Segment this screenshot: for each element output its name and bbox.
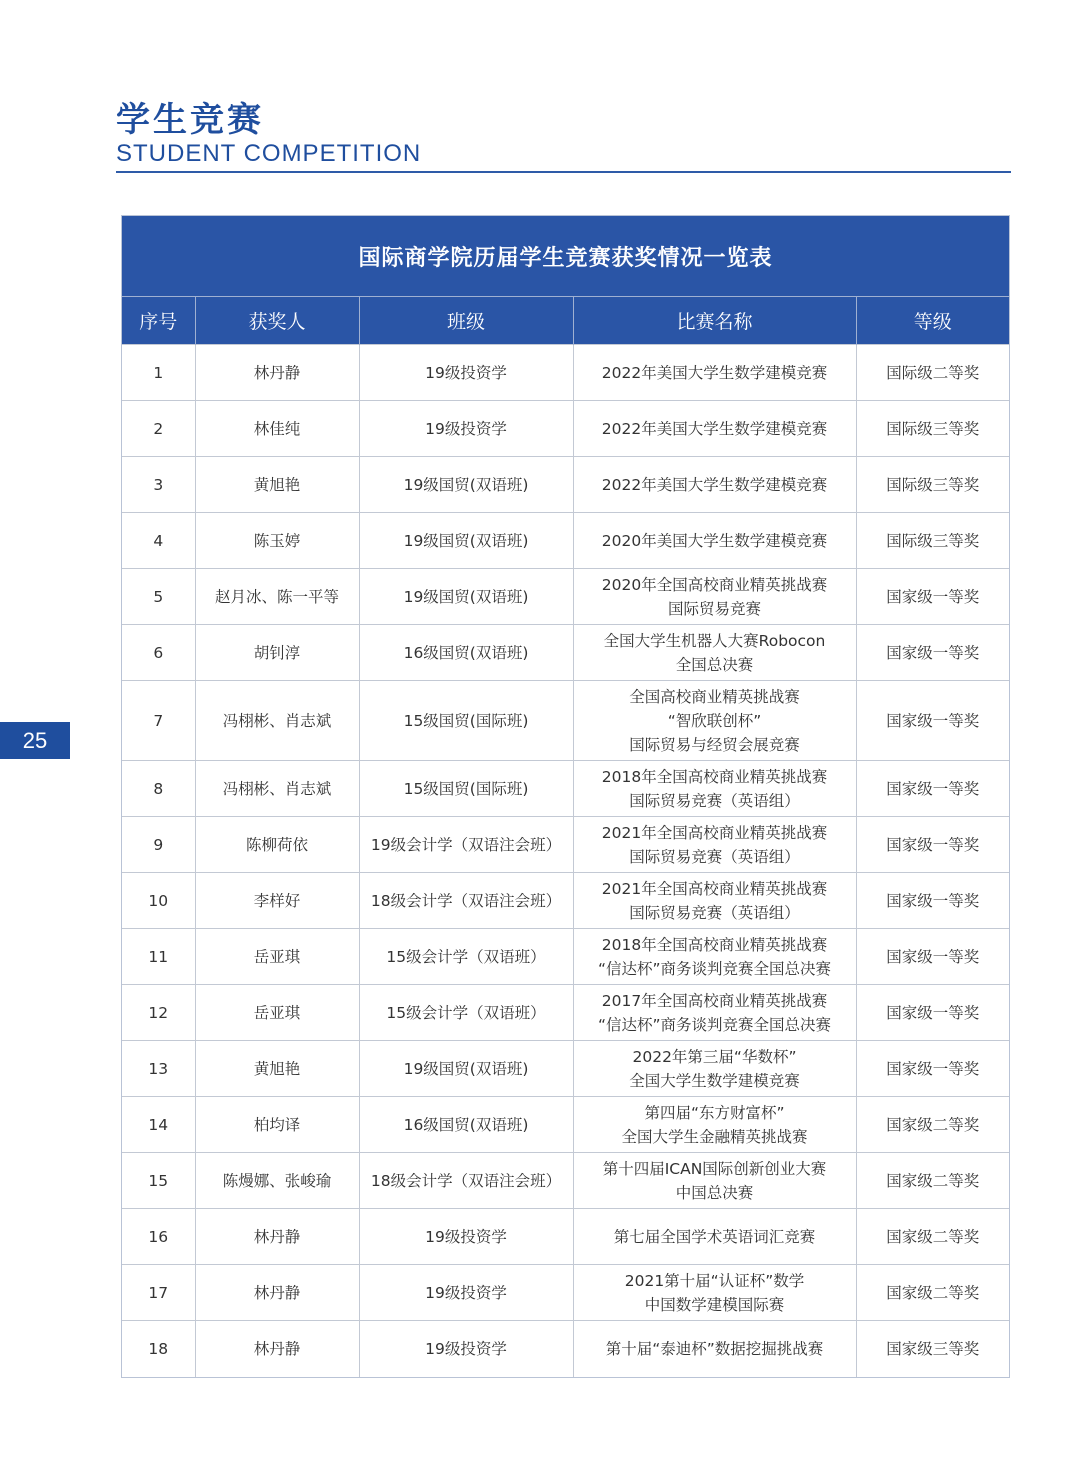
table-row [122, 929, 1009, 985]
competition-line: 第十四届ICAN国际创新创业大赛 [602, 1159, 827, 1178]
cell-no: 7 [122, 681, 195, 761]
cell-winner: 林丹静 [195, 1321, 359, 1377]
competition-line: 2022年美国大学生数学建模竞赛 [601, 419, 828, 438]
cell-competition [573, 1209, 856, 1265]
cell-no: 11 [122, 929, 195, 985]
cell-winner: 冯栩彬、肖志斌 [195, 681, 359, 761]
cell-winner: 岳亚琪 [195, 985, 359, 1041]
cell-competition [573, 873, 856, 929]
cell-winner: 柏均译 [195, 1097, 359, 1153]
cell-no: 3 [122, 457, 195, 513]
table-row [122, 681, 1009, 761]
page-title: 学生竞赛 [116, 100, 264, 140]
page-number-badge: 25 [0, 722, 70, 759]
cell-class: 19级国贸(双语班) [359, 457, 573, 513]
cell-level: 国家级三等奖 [856, 1321, 1009, 1377]
cell-class: 16级国贸(双语班) [359, 625, 573, 681]
cell-class: 19级国贸(双语班) [359, 1041, 573, 1097]
cell-winner: 林佳纯 [195, 401, 359, 457]
cell-winner: 陈玉婷 [195, 513, 359, 569]
table-row [122, 1041, 1009, 1097]
cell-no: 13 [122, 1041, 195, 1097]
competition-line: 第十届“泰迪杯”数据挖掘挑战赛 [605, 1339, 824, 1358]
competition-line: 中国数学建模国际赛 [644, 1295, 785, 1314]
cell-no: 1 [122, 345, 195, 401]
table-row [122, 873, 1009, 929]
cell-level: 国家级一等奖 [856, 929, 1009, 985]
awards-table-container [121, 215, 1010, 1378]
cell-level: 国家级二等奖 [856, 1209, 1009, 1265]
competition-line: 2020年美国大学生数学建模竞赛 [601, 531, 828, 550]
cell-level: 国家级一等奖 [856, 625, 1009, 681]
cell-class: 19级投资学 [359, 345, 573, 401]
table-row [122, 457, 1009, 513]
cell-winner: 林丹静 [195, 1265, 359, 1321]
cell-competition [573, 345, 856, 401]
competition-line: 国际贸易竞赛（英语组） [629, 847, 800, 866]
table-row [122, 1153, 1009, 1209]
table-row [122, 1265, 1009, 1321]
page-subtitle: STUDENT COMPETITION [116, 140, 422, 167]
cell-class: 19级国贸(双语班) [359, 569, 573, 625]
cell-competition [573, 1097, 856, 1153]
competition-line: “信达杯”商务谈判竞赛全国总决赛 [597, 959, 832, 978]
cell-level: 国家级一等奖 [856, 873, 1009, 929]
competition-line: 2018年全国高校商业精英挑战赛 [601, 767, 828, 786]
cell-class: 15级国贸(国际班) [359, 681, 573, 761]
cell-no: 14 [122, 1097, 195, 1153]
cell-level: 国家级一等奖 [856, 817, 1009, 873]
cell-class: 15级会计学（双语班） [359, 929, 573, 985]
table-title: 国际商学院历届学生竞赛获奖情况一览表 [122, 216, 1009, 297]
cell-class: 16级国贸(双语班) [359, 1097, 573, 1153]
cell-class: 15级国贸(国际班) [359, 761, 573, 817]
competition-line: 2020年全国高校商业精英挑战赛 [601, 575, 828, 594]
table-row [122, 985, 1009, 1041]
competition-line: 全国大学生金融精英挑战赛 [621, 1127, 808, 1146]
competition-line: 第七届全国学术英语词汇竞赛 [613, 1227, 816, 1246]
competition-line: 国际贸易竞赛 [667, 599, 761, 618]
cell-competition [573, 761, 856, 817]
cell-winner: 陈柳荷依 [195, 817, 359, 873]
competition-line: “智欣联创杯” [667, 711, 762, 730]
cell-competition [573, 1265, 856, 1321]
cell-no: 6 [122, 625, 195, 681]
column-header-class: 班级 [359, 297, 573, 345]
cell-level: 国家级一等奖 [856, 761, 1009, 817]
cell-winner: 黄旭艳 [195, 457, 359, 513]
cell-no: 15 [122, 1153, 195, 1209]
cell-no: 18 [122, 1321, 195, 1377]
table-row [122, 817, 1009, 873]
cell-level: 国际级二等奖 [856, 345, 1009, 401]
cell-class: 19级投资学 [359, 1265, 573, 1321]
cell-no: 16 [122, 1209, 195, 1265]
cell-competition [573, 817, 856, 873]
column-header-no: 序号 [122, 297, 195, 345]
cell-class: 19级投资学 [359, 1209, 573, 1265]
cell-level: 国家级一等奖 [856, 569, 1009, 625]
cell-class: 15级会计学（双语班） [359, 985, 573, 1041]
cell-no: 2 [122, 401, 195, 457]
table-row [122, 513, 1009, 569]
competition-line: 2017年全国高校商业精英挑战赛 [601, 991, 828, 1010]
cell-competition [573, 929, 856, 985]
table-body [122, 345, 1009, 1377]
cell-class: 18级会计学（双语注会班） [359, 1153, 573, 1209]
cell-winner: 陈熳娜、张峻瑜 [195, 1153, 359, 1209]
cell-class: 18级会计学（双语注会班） [359, 873, 573, 929]
cell-level: 国家级二等奖 [856, 1097, 1009, 1153]
cell-competition [573, 1153, 856, 1209]
cell-competition [573, 401, 856, 457]
cell-competition [573, 1041, 856, 1097]
competition-line: 全国总决赛 [675, 655, 754, 674]
cell-winner: 冯栩彬、肖志斌 [195, 761, 359, 817]
cell-competition [573, 569, 856, 625]
column-header-competition: 比赛名称 [573, 297, 856, 345]
competition-line: 第四届“东方财富杯” [644, 1103, 785, 1122]
cell-winner: 黄旭艳 [195, 1041, 359, 1097]
cell-competition [573, 625, 856, 681]
cell-competition [573, 457, 856, 513]
table-row [122, 345, 1009, 401]
competition-line: 2021年全国高校商业精英挑战赛 [601, 823, 828, 842]
cell-winner: 李样好 [195, 873, 359, 929]
competition-line: 中国总决赛 [675, 1183, 754, 1202]
cell-class: 19级会计学（双语注会班） [359, 817, 573, 873]
awards-table [122, 297, 1009, 1377]
competition-line: 2022年美国大学生数学建模竞赛 [601, 475, 828, 494]
cell-winner: 岳亚琪 [195, 929, 359, 985]
cell-no: 9 [122, 817, 195, 873]
cell-class: 19级国贸(双语班) [359, 513, 573, 569]
table-row [122, 1209, 1009, 1265]
competition-line: 2021第十届“认证杯”数学 [624, 1271, 805, 1290]
cell-no: 4 [122, 513, 195, 569]
competition-line: 2022年第三届“华数杯” [632, 1047, 797, 1066]
table-row [122, 625, 1009, 681]
cell-level: 国际级三等奖 [856, 513, 1009, 569]
table-row [122, 1321, 1009, 1377]
table-header-row [122, 297, 1009, 345]
cell-no: 10 [122, 873, 195, 929]
cell-competition [573, 1321, 856, 1377]
cell-winner: 林丹静 [195, 1209, 359, 1265]
competition-line: 国际贸易与经贸会展竞赛 [629, 735, 800, 754]
cell-level: 国家级一等奖 [856, 681, 1009, 761]
cell-level: 国家级二等奖 [856, 1265, 1009, 1321]
cell-winner: 胡钊淳 [195, 625, 359, 681]
cell-no: 5 [122, 569, 195, 625]
competition-line: 全国高校商业精英挑战赛 [629, 687, 800, 706]
cell-level: 国家级一等奖 [856, 985, 1009, 1041]
table-row [122, 401, 1009, 457]
cell-level: 国际级三等奖 [856, 401, 1009, 457]
competition-line: 2022年美国大学生数学建模竞赛 [601, 363, 828, 382]
competition-line: 国际贸易竞赛（英语组） [629, 791, 800, 810]
table-row [122, 569, 1009, 625]
cell-competition [573, 513, 856, 569]
cell-no: 8 [122, 761, 195, 817]
competition-line: “信达杯”商务谈判竞赛全国总决赛 [597, 1015, 832, 1034]
competition-line: 国际贸易竞赛（英语组） [629, 903, 800, 922]
table-row [122, 1097, 1009, 1153]
cell-winner: 林丹静 [195, 345, 359, 401]
competition-line: 2018年全国高校商业精英挑战赛 [601, 935, 828, 954]
table-row [122, 761, 1009, 817]
cell-competition [573, 985, 856, 1041]
cell-level: 国家级二等奖 [856, 1153, 1009, 1209]
cell-level: 国家级一等奖 [856, 1041, 1009, 1097]
competition-line: 全国大学生数学建模竞赛 [629, 1071, 800, 1090]
cell-competition [573, 681, 856, 761]
column-header-level: 等级 [856, 297, 1009, 345]
cell-level: 国际级三等奖 [856, 457, 1009, 513]
column-header-winner: 获奖人 [195, 297, 359, 345]
cell-no: 12 [122, 985, 195, 1041]
cell-class: 19级投资学 [359, 401, 573, 457]
competition-line: 2021年全国高校商业精英挑战赛 [601, 879, 828, 898]
cell-no: 17 [122, 1265, 195, 1321]
cell-winner: 赵月冰、陈一平等 [195, 569, 359, 625]
competition-line: 全国大学生机器人大赛Robocon [603, 631, 826, 650]
cell-class: 19级投资学 [359, 1321, 573, 1377]
title-divider [116, 171, 1011, 173]
